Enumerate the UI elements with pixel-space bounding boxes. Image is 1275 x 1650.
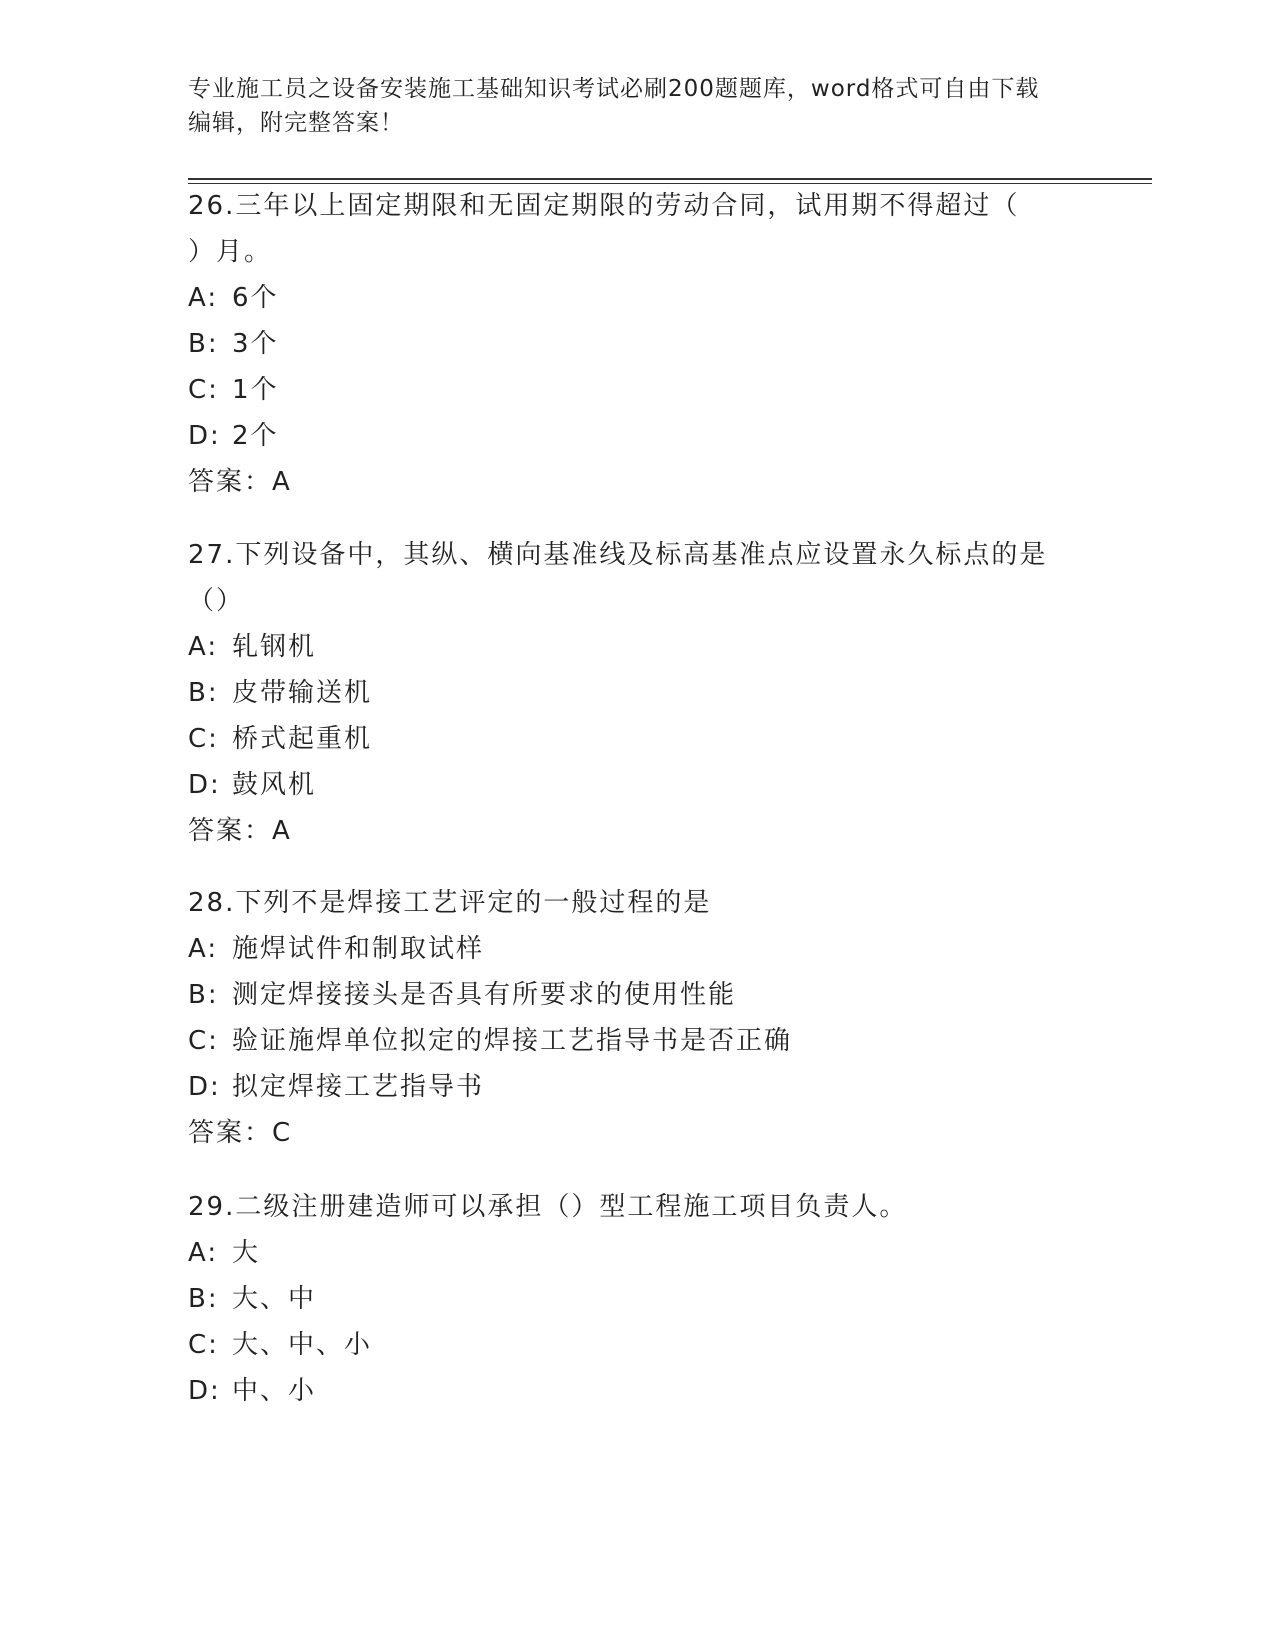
option-text: 1个 — [232, 375, 279, 405]
option-text: 桥式起重机 — [232, 724, 373, 754]
option-letter: A: — [188, 632, 219, 662]
header-line-2: 编辑，附完整答案！ — [188, 110, 404, 136]
question-stem-continued: （） — [188, 586, 245, 616]
option-letter: B: — [188, 1284, 219, 1314]
question-27 — [188, 532, 1088, 854]
answer-value: A — [272, 467, 291, 497]
option-b — [188, 670, 1088, 716]
option-text: 验证施焊单位拟定的焊接工艺指导书是否正确 — [232, 1026, 793, 1056]
option-text: 大 — [232, 1238, 261, 1268]
answer-value: A — [272, 816, 291, 846]
answer-label: 答案： — [188, 1118, 273, 1148]
option-d — [188, 1064, 1088, 1110]
option-d — [188, 762, 1088, 808]
option-letter: C: — [188, 724, 219, 754]
question-29 — [188, 1184, 1088, 1414]
header-divider-thick — [188, 178, 1152, 180]
option-a — [188, 926, 1088, 972]
option-text: 鼓风机 — [232, 770, 317, 800]
option-letter: A: — [188, 1238, 219, 1268]
option-letter: D: — [188, 770, 221, 800]
option-letter: C: — [188, 1026, 219, 1056]
question-stem: 29.二级注册建造师可以承担（）型工程施工项目负责人。 — [188, 1192, 908, 1222]
answer-label: 答案： — [188, 467, 273, 497]
option-text: 施焊试件和制取试样 — [232, 934, 485, 964]
option-b — [188, 972, 1088, 1018]
option-letter: D: — [188, 1072, 221, 1102]
option-text: 大、中 — [232, 1284, 317, 1314]
option-a — [188, 624, 1088, 670]
question-28 — [188, 880, 1088, 1156]
option-text: 3个 — [232, 329, 279, 359]
option-d — [188, 413, 1088, 459]
option-c — [188, 1018, 1088, 1064]
question-26 — [188, 183, 1088, 505]
answer-value: C — [272, 1118, 292, 1148]
option-text: 6个 — [232, 283, 279, 313]
question-stem: 26.三年以上固定期限和无固定期限的劳动合同，试用期不得超过（ — [188, 191, 1020, 221]
question-stem: 27.下列设备中，其纵、横向基准线及标高基准点应设置永久标点的是 — [188, 540, 1048, 570]
option-text: 拟定焊接工艺指导书 — [232, 1072, 485, 1102]
option-a — [188, 275, 1088, 321]
question-stem-continued: ）月。 — [188, 237, 273, 267]
option-text: 测定焊接接头是否具有所要求的使用性能 — [232, 980, 737, 1010]
document-header — [188, 72, 1088, 140]
option-text: 2个 — [232, 421, 279, 451]
option-b — [188, 1276, 1088, 1322]
option-letter: A: — [188, 283, 219, 313]
option-letter: A: — [188, 934, 219, 964]
option-letter: C: — [188, 1330, 219, 1360]
question-stem: 28.下列不是焊接工艺评定的一般过程的是 — [188, 888, 712, 918]
option-c — [188, 716, 1088, 762]
option-a — [188, 1230, 1088, 1276]
option-text: 轧钢机 — [232, 632, 317, 662]
option-letter: D: — [188, 421, 221, 451]
option-letter: B: — [188, 678, 219, 708]
option-b — [188, 321, 1088, 367]
option-text: 中、小 — [232, 1376, 317, 1406]
option-letter: B: — [188, 329, 219, 359]
option-c — [188, 1322, 1088, 1368]
option-letter: D: — [188, 1376, 221, 1406]
option-d — [188, 1368, 1088, 1414]
option-letter: C: — [188, 375, 219, 405]
answer-line — [188, 459, 1088, 505]
header-line-1: 专业施工员之设备安装施工基础知识考试必刷200题题库，word格式可自由下载 — [188, 76, 1040, 102]
option-c — [188, 367, 1088, 413]
answer-line — [188, 1110, 1088, 1156]
answer-label: 答案： — [188, 816, 273, 846]
answer-line — [188, 808, 1088, 854]
option-text: 皮带输送机 — [232, 678, 373, 708]
option-text: 大、中、小 — [232, 1330, 373, 1360]
option-letter: B: — [188, 980, 219, 1010]
